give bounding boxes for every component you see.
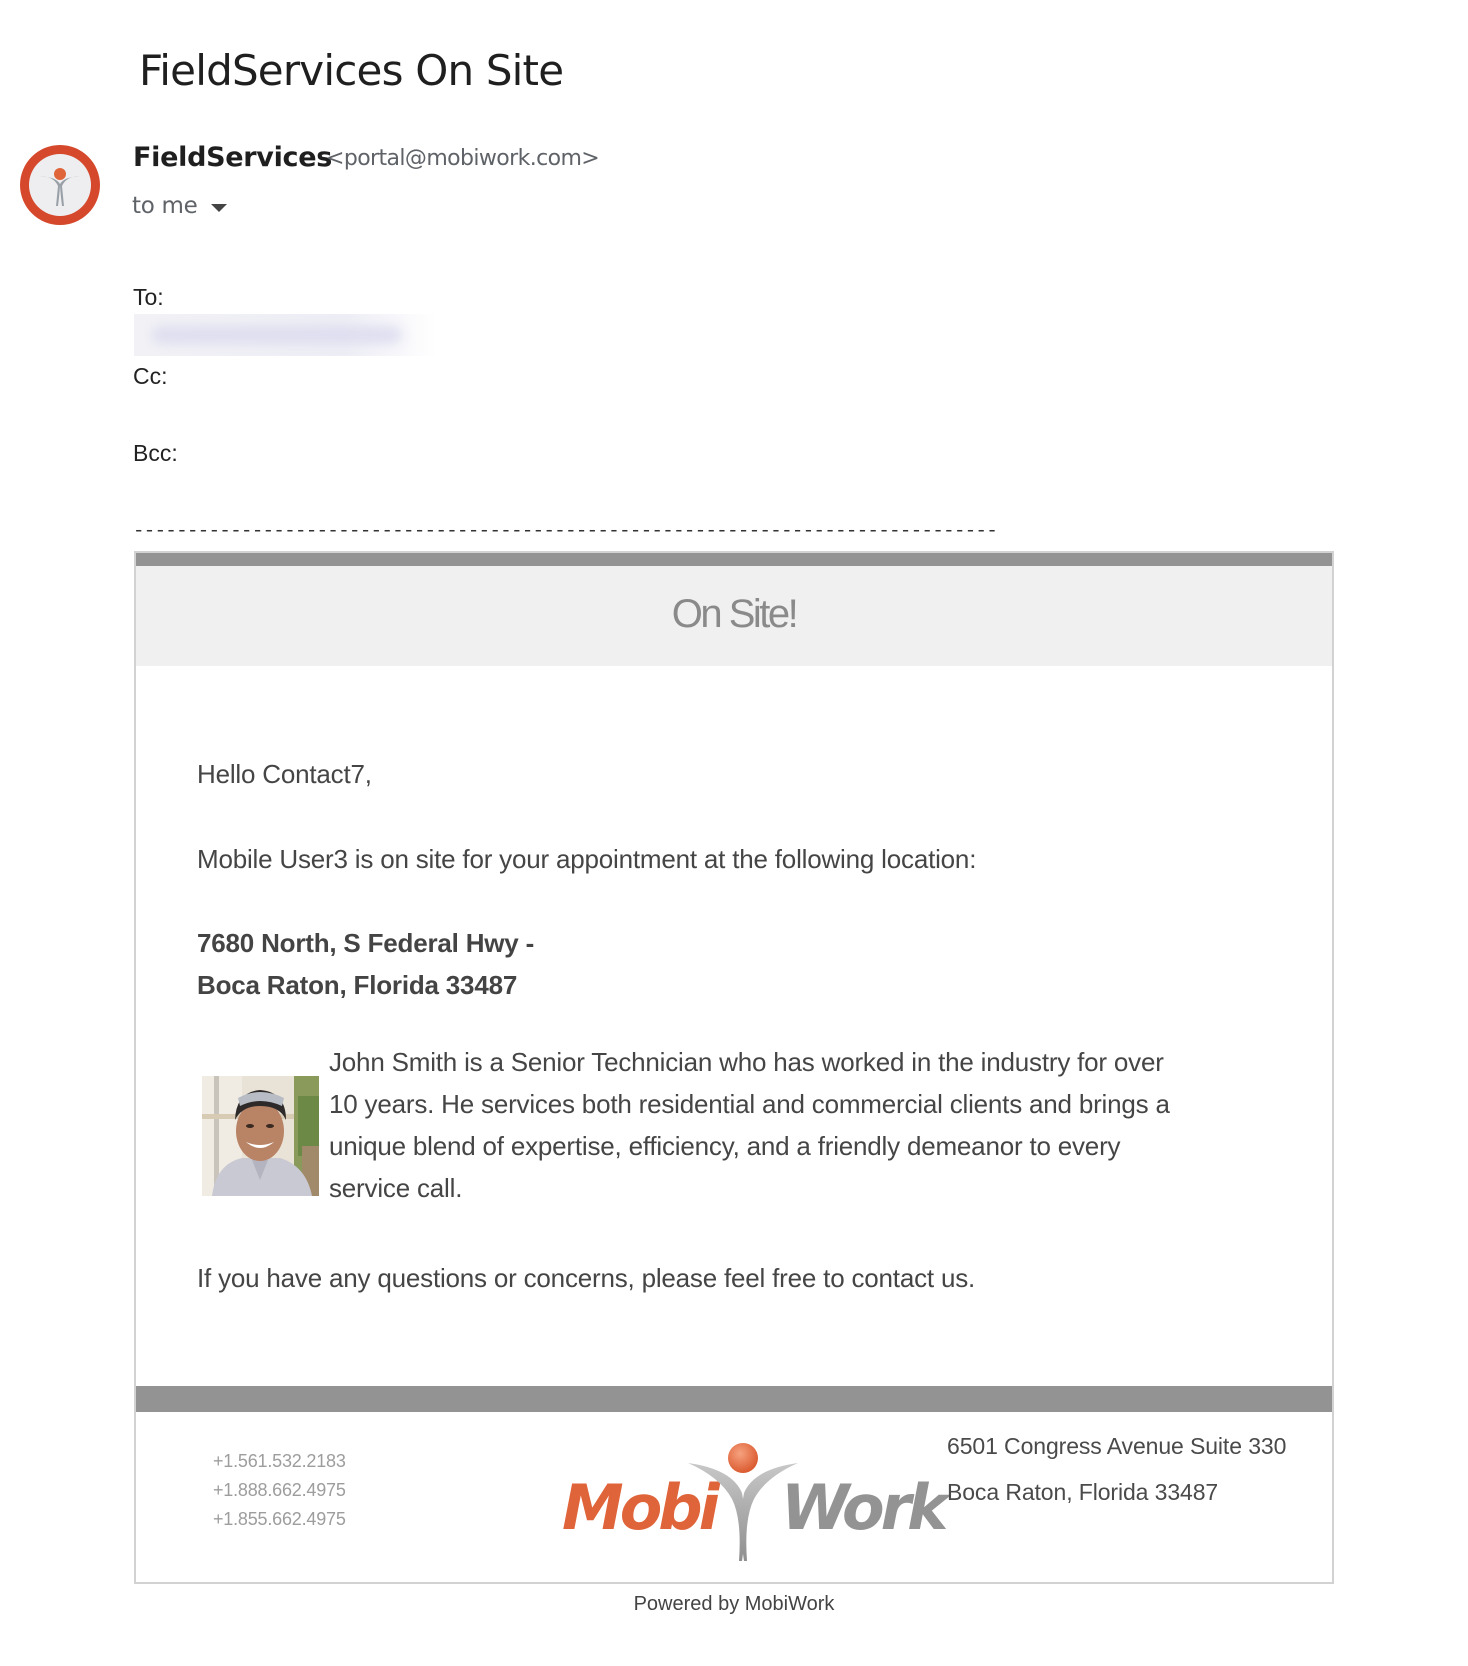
- phone-number-link[interactable]: +1.855.662.4975: [213, 1509, 346, 1529]
- email-subject: FieldServices On Site: [139, 46, 564, 95]
- notification-card: [134, 551, 1334, 1584]
- cc-label: Cc:: [133, 363, 168, 389]
- footer-address-line-2: Boca Raton, Florida 33487: [947, 1479, 1219, 1505]
- mobiwork-logo[interactable]: [556, 1433, 945, 1563]
- card-top-bar: [136, 553, 1332, 566]
- footer-address-line-1: 6501 Congress Avenue Suite 330: [947, 1433, 1287, 1459]
- mobiwork-figure-icon: [29, 154, 91, 216]
- location-line-1: 7680 North, S Federal Hwy -: [197, 928, 535, 958]
- technician-portrait-image: [202, 1076, 319, 1196]
- card-title: On Site!: [671, 592, 797, 636]
- sender-avatar[interactable]: [20, 145, 100, 225]
- separator-line: --------------------------------------------------------------------------------: [133, 520, 998, 542]
- recipient-details-toggle[interactable]: [132, 193, 227, 219]
- recipient-summary: to me: [132, 193, 198, 219]
- sender-email: <portal@mobiwork.com>: [326, 146, 600, 171]
- bio-line: unique blend of expertise, efficiency, and a friendly demeanor to every: [329, 1131, 1121, 1161]
- to-label: To:: [133, 284, 164, 310]
- caret-down-icon: [211, 204, 227, 212]
- logo-right-word: Work: [781, 1471, 945, 1544]
- logo-left-word: Mobi: [562, 1471, 716, 1544]
- bio-line: John Smith is a Senior Technician who has worked in the industry for over: [329, 1047, 1164, 1077]
- location-line-2: Boca Raton, Florida 33487: [197, 970, 518, 1000]
- intro-text: Mobile User3 is on site for your appointment at the following location:: [197, 844, 977, 874]
- to-address-redacted: [134, 314, 436, 356]
- closing-text: If you have any questions or concerns, please feel free to contact us.: [197, 1263, 976, 1293]
- bcc-label: Bcc:: [133, 440, 178, 466]
- powered-by-link[interactable]: Powered by MobiWork: [633, 1593, 835, 1615]
- bio-line: 10 years. He services both residential and commercial clients and brings a: [329, 1089, 1170, 1119]
- greeting: Hello Contact7,: [197, 759, 372, 789]
- sender-name: FieldServices: [133, 142, 333, 173]
- phone-number-link[interactable]: +1.561.532.2183: [213, 1451, 346, 1471]
- card-header: [136, 566, 1332, 666]
- bio-line: service call.: [329, 1173, 463, 1203]
- logo-head-icon: [728, 1443, 758, 1473]
- phone-number-link[interactable]: +1.888.662.4975: [213, 1480, 346, 1500]
- technician-photo: [202, 1076, 319, 1196]
- card-footer-bar: [136, 1386, 1332, 1412]
